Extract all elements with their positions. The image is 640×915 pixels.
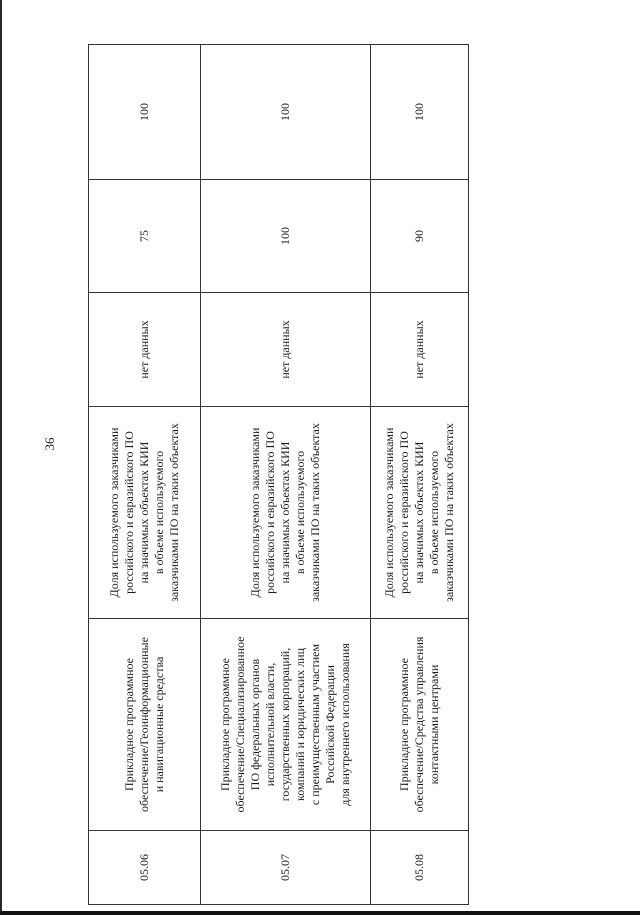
- row-indicator: Доля используемого заказчиками российского и евразийского ПО на значимых объектах КИИ в объеме используемого заказчиками ПО на таких объектах: [201, 407, 371, 619]
- row-code: 05.06: [89, 831, 201, 905]
- row-category-name: Прикладное программное обеспечение/Средства управления контактными центрами: [371, 619, 469, 831]
- table-row: [201, 45, 371, 905]
- row-indicator: Доля используемого заказчиками российского и евразийского ПО на значимых объектах КИИ в объеме используемого заказчиками ПО на таких объектах: [89, 407, 201, 619]
- row-code: 05.08: [371, 831, 469, 905]
- indicator-table: [88, 44, 469, 905]
- row-indicator: Доля используемого заказчиками российского и евразийского ПО на значимых объектах КИИ в объеме используемого заказчиками ПО на таких объектах: [371, 407, 469, 619]
- rotated-table-wrapper: [88, 45, 468, 905]
- row-category-name: Прикладное программное обеспечение/Специализированное ПО федеральных органов исполнительной власти, государственных корпораций, компаний и юридических лиц с преимущественным участием Российской Федерации для внутреннего использования: [201, 619, 371, 831]
- scan-edge-left: [0, 0, 2, 915]
- row-code: 05.07: [201, 831, 371, 905]
- row-value-2: 100: [371, 45, 469, 180]
- row-value-1: 75: [89, 180, 201, 293]
- row-value-2: 100: [89, 45, 201, 180]
- table-row: [371, 45, 469, 905]
- row-value-2: 100: [201, 45, 371, 180]
- rotated-table-frame: [88, 45, 468, 905]
- page-number: 36: [42, 437, 57, 451]
- row-category-name: Прикладное программное обеспечение/Геоинформационные и навигационные средства: [89, 619, 201, 831]
- row-value-1: 100: [201, 180, 371, 293]
- row-value-1: 90: [371, 180, 469, 293]
- row-baseline: нет данных: [89, 293, 201, 407]
- table-row: [89, 45, 201, 905]
- scan-edge-bottom: [0, 911, 640, 915]
- row-baseline: нет данных: [201, 293, 371, 407]
- row-baseline: нет данных: [371, 293, 469, 407]
